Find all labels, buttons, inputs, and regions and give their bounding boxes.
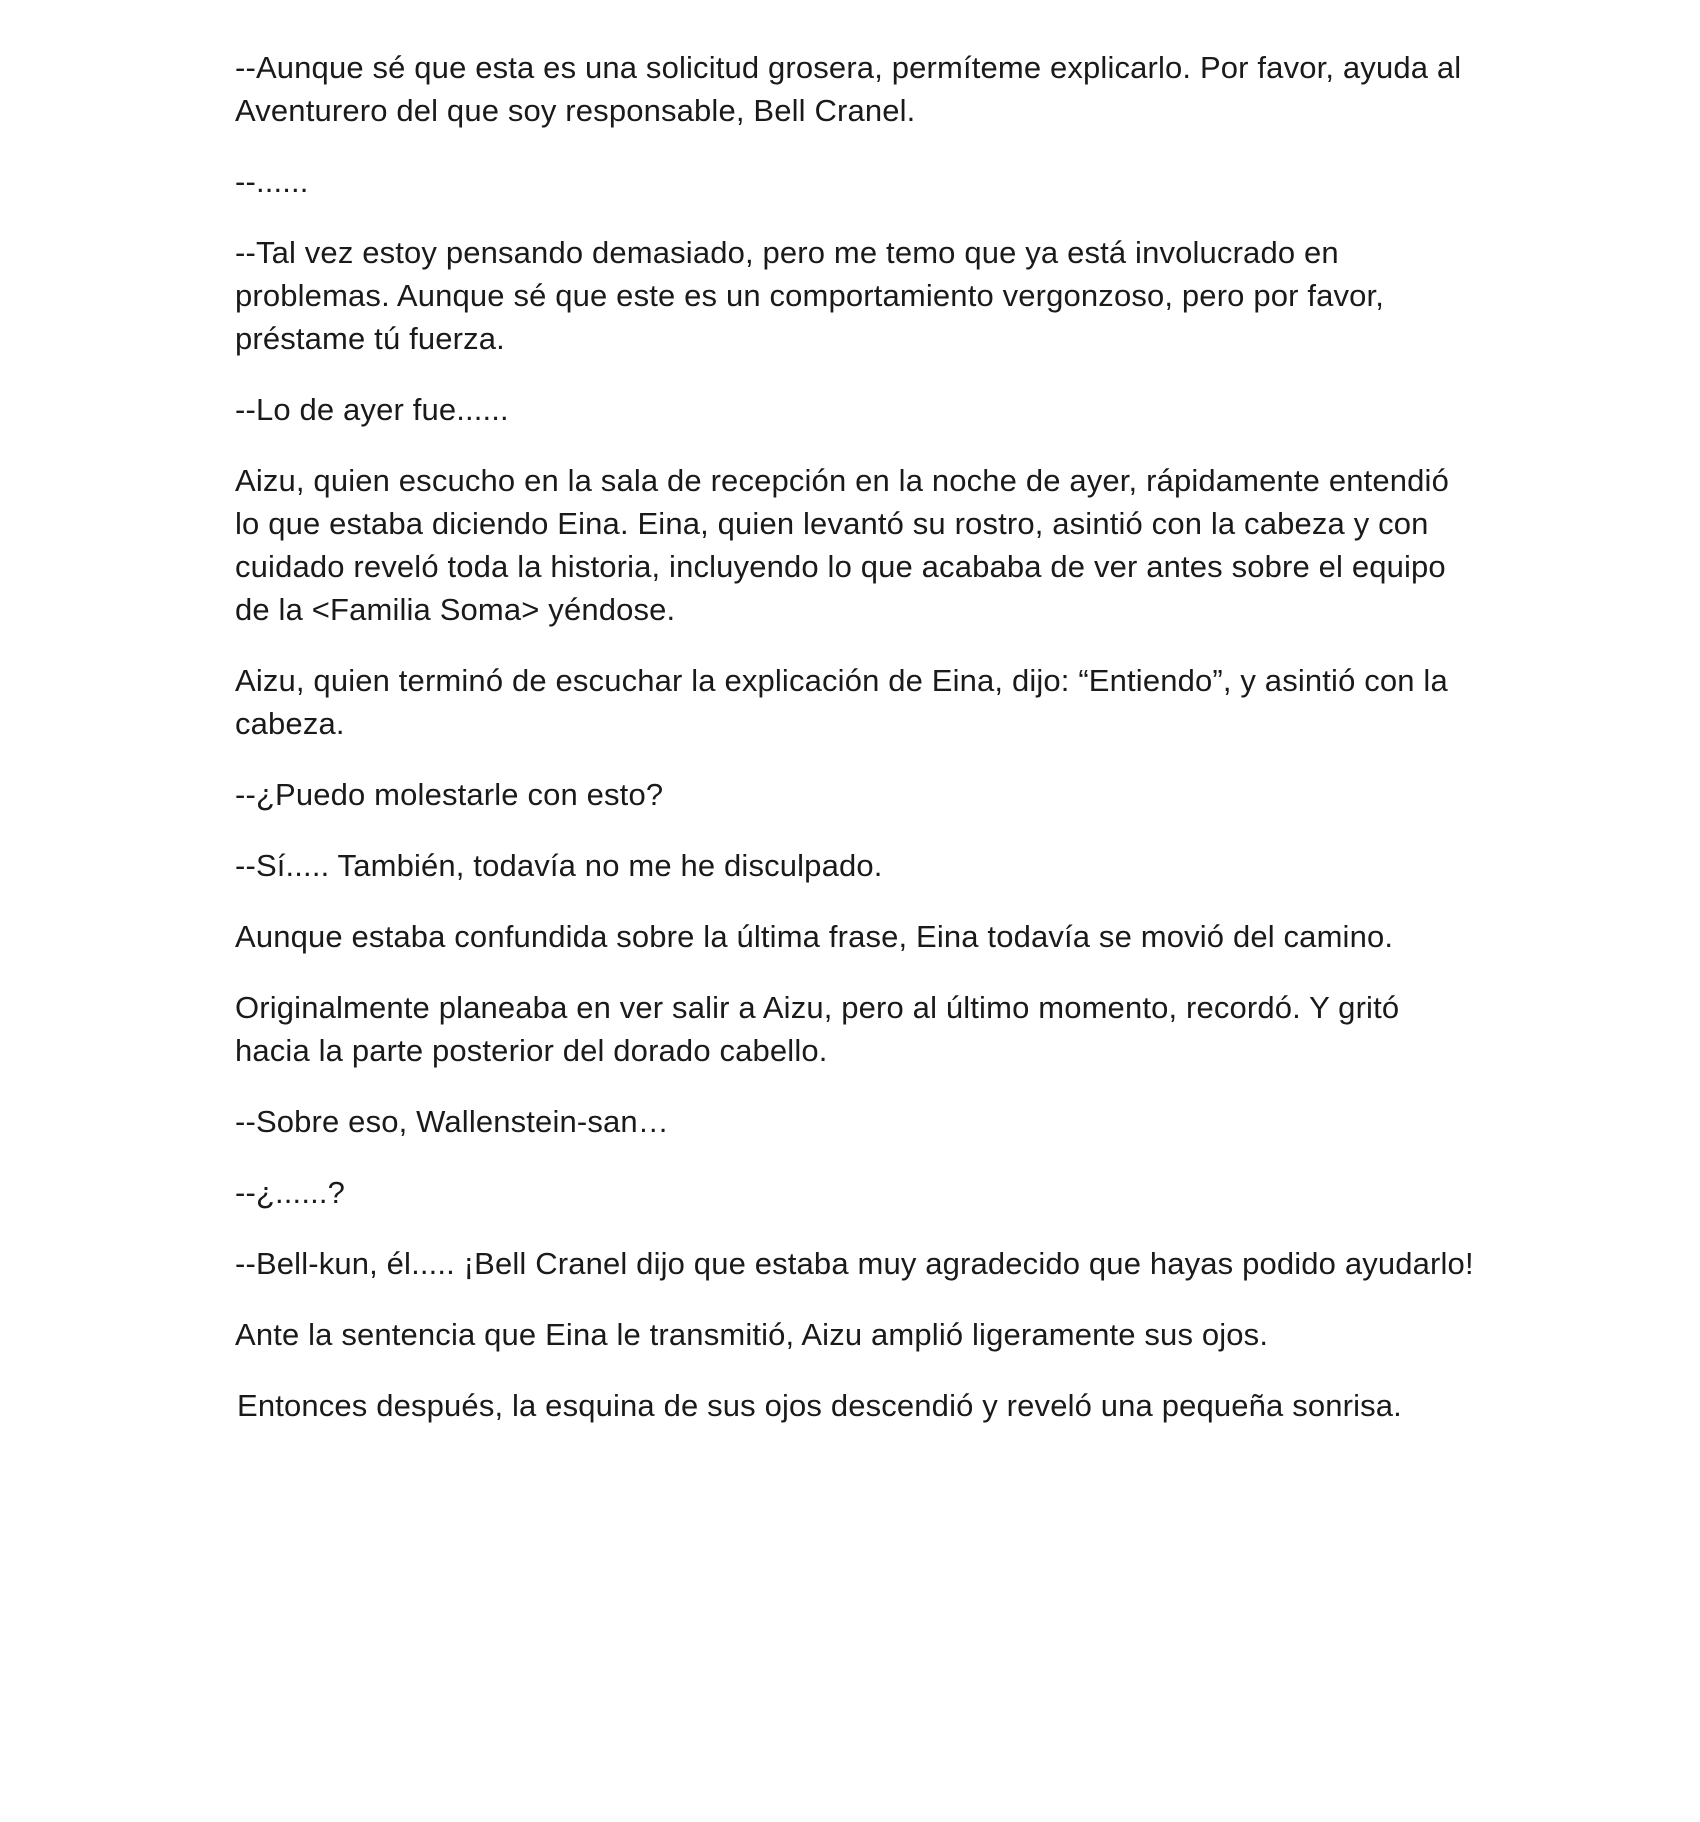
paragraph: --¿Puedo molestarle con esto? <box>235 777 664 812</box>
paragraph: --Tal vez estoy pensando demasiado, pero me temo que ya está involucrado en problemas. Aunque sé que este es un comportamiento vergonzoso, pero por favor, préstame tú fuerza. <box>235 235 1385 356</box>
paragraph: Entonces después, la esquina de sus ojos descendió y reveló una pequeña sonrisa. <box>237 1388 1402 1423</box>
paragraph: Aizu, quien terminó de escuchar la explicación de Eina, dijo: “Entiendo”, y asintió con la cabeza. <box>235 663 1448 741</box>
paragraph: Aizu, quien escucho en la sala de recepción en la noche de ayer, rápidamente entendió lo que estaba diciendo Eina. Eina, quien levantó su rostro, asintió con la cabeza y con cuidado reveló toda la historia, incluyendo lo que acababa de ver antes sobre el equipo de la <Familia Soma> yéndose. <box>235 463 1449 627</box>
paragraph: --...... <box>235 164 309 199</box>
paragraph: --Sí..... También, todavía no me he disculpado. <box>235 848 883 883</box>
paragraph: Aunque estaba confundida sobre la última frase, Eina todavía se movió del camino. <box>235 919 1394 954</box>
paragraph: --Aunque sé que esta es una solicitud grosera, permíteme explicarlo. Por favor, ayuda al Aventurero del que soy responsable, Bell Cranel. <box>235 50 1462 128</box>
paragraph: Ante la sentencia que Eina le transmitió, Aizu amplió ligeramente sus ojos. <box>235 1317 1269 1352</box>
paragraph: Originalmente planeaba en ver salir a Aizu, pero al último momento, recordó. Y gritó hacia la parte posterior del dorado cabello. <box>235 990 1400 1068</box>
paragraph: --¿......? <box>235 1175 345 1210</box>
paragraph: --Bell-kun, él..... ¡Bell Cranel dijo que estaba muy agradecido que hayas podido ayudarlo! <box>235 1246 1474 1281</box>
paragraph: --Lo de ayer fue...... <box>235 392 509 427</box>
text-body <box>235 46 1475 1455</box>
paragraph: --Sobre eso, Wallenstein-san… <box>235 1104 669 1139</box>
